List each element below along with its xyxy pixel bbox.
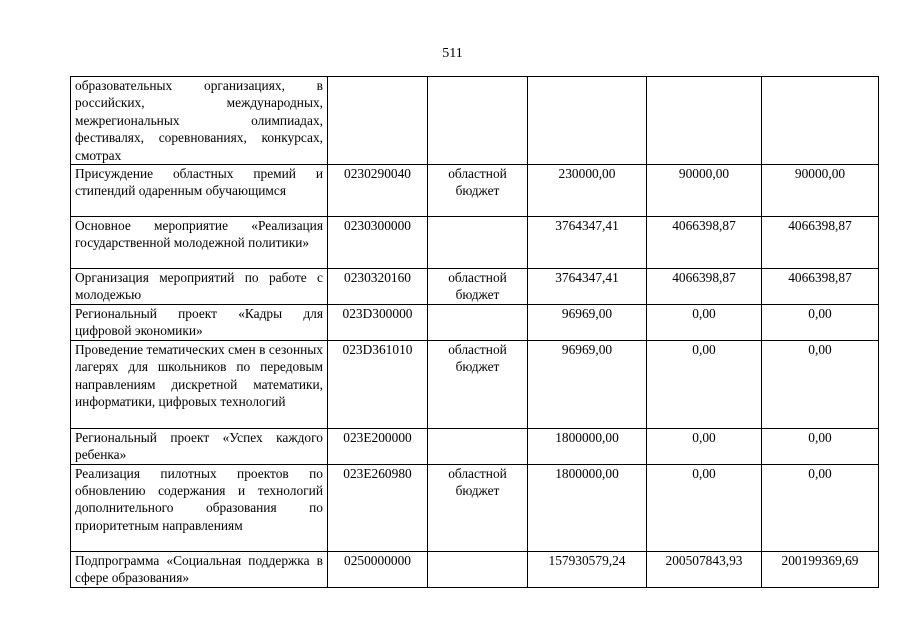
row-code: 023D300000 xyxy=(328,305,428,341)
row-value-3: 0,00 xyxy=(762,428,879,464)
budget-table xyxy=(70,76,879,588)
row-name: Подпрограмма «Социальная поддержка в сфере образования» xyxy=(71,551,328,587)
table-row xyxy=(71,217,879,269)
table-row xyxy=(71,305,879,341)
row-value-1: 1800000,00 xyxy=(528,428,647,464)
row-value-2: 4066398,87 xyxy=(647,269,762,305)
table-row xyxy=(71,428,879,464)
row-name: Проведение тематических смен в сезонных лагерях для школьников по передовым направлениям дискретной математики, информатики, цифровых технологий xyxy=(71,340,328,428)
row-name: Реализация пилотных проектов по обновлению содержания и технологий дополнительного образования по приоритетным направлениям xyxy=(71,464,328,551)
row-source xyxy=(428,77,528,165)
row-code: 0230300000 xyxy=(328,217,428,269)
row-value-2 xyxy=(647,77,762,165)
row-name: образовательных организациях, в российских, международных, межрегиональных олимпиадах, фестивалях, соревнованиях, конкурсах, смотрах xyxy=(71,77,328,165)
row-value-2: 0,00 xyxy=(647,340,762,428)
row-value-1 xyxy=(528,77,647,165)
table-row xyxy=(71,340,879,428)
row-source: областной бюджет xyxy=(428,340,528,428)
row-value-3: 0,00 xyxy=(762,340,879,428)
row-name: Региональный проект «Кадры для цифровой экономики» xyxy=(71,305,328,341)
row-source xyxy=(428,217,528,269)
row-value-1: 1800000,00 xyxy=(528,464,647,551)
row-value-3: 0,00 xyxy=(762,305,879,341)
row-source xyxy=(428,305,528,341)
row-code: 023E260980 xyxy=(328,464,428,551)
row-value-1: 3764347,41 xyxy=(528,269,647,305)
row-value-2: 0,00 xyxy=(647,305,762,341)
row-value-3: 200199369,69 xyxy=(762,551,879,587)
row-source xyxy=(428,428,528,464)
row-value-2: 90000,00 xyxy=(647,165,762,217)
row-source xyxy=(428,551,528,587)
row-value-3: 90000,00 xyxy=(762,165,879,217)
table-row xyxy=(71,77,879,165)
row-value-3: 4066398,87 xyxy=(762,217,879,269)
row-name: Организация мероприятий по работе с молодежью xyxy=(71,269,328,305)
row-value-3 xyxy=(762,77,879,165)
table-row xyxy=(71,165,879,217)
row-code: 0250000000 xyxy=(328,551,428,587)
row-value-3: 0,00 xyxy=(762,464,879,551)
row-value-2: 0,00 xyxy=(647,428,762,464)
table-row xyxy=(71,269,879,305)
row-value-1: 96969,00 xyxy=(528,305,647,341)
row-source: областной бюджет xyxy=(428,464,528,551)
row-code xyxy=(328,77,428,165)
row-name: Региональный проект «Успех каждого ребенка» xyxy=(71,428,328,464)
table-row xyxy=(71,551,879,587)
row-value-3: 4066398,87 xyxy=(762,269,879,305)
row-code: 023D361010 xyxy=(328,340,428,428)
row-value-1: 96969,00 xyxy=(528,340,647,428)
page-number: 511 xyxy=(442,46,463,61)
row-value-2: 4066398,87 xyxy=(647,217,762,269)
row-value-2: 0,00 xyxy=(647,464,762,551)
row-source: областной бюджет xyxy=(428,269,528,305)
row-value-1: 230000,00 xyxy=(528,165,647,217)
row-value-1: 157930579,24 xyxy=(528,551,647,587)
row-code: 0230290040 xyxy=(328,165,428,217)
row-code: 0230320160 xyxy=(328,269,428,305)
table-row xyxy=(71,464,879,551)
row-source: областной бюджет xyxy=(428,165,528,217)
row-value-2: 200507843,93 xyxy=(647,551,762,587)
row-value-1: 3764347,41 xyxy=(528,217,647,269)
row-code: 023E200000 xyxy=(328,428,428,464)
row-name: Основное мероприятие «Реализация государственной молодежной политики» xyxy=(71,217,328,269)
row-name: Присуждение областных премий и стипендий одаренным обучающимся xyxy=(71,165,328,217)
